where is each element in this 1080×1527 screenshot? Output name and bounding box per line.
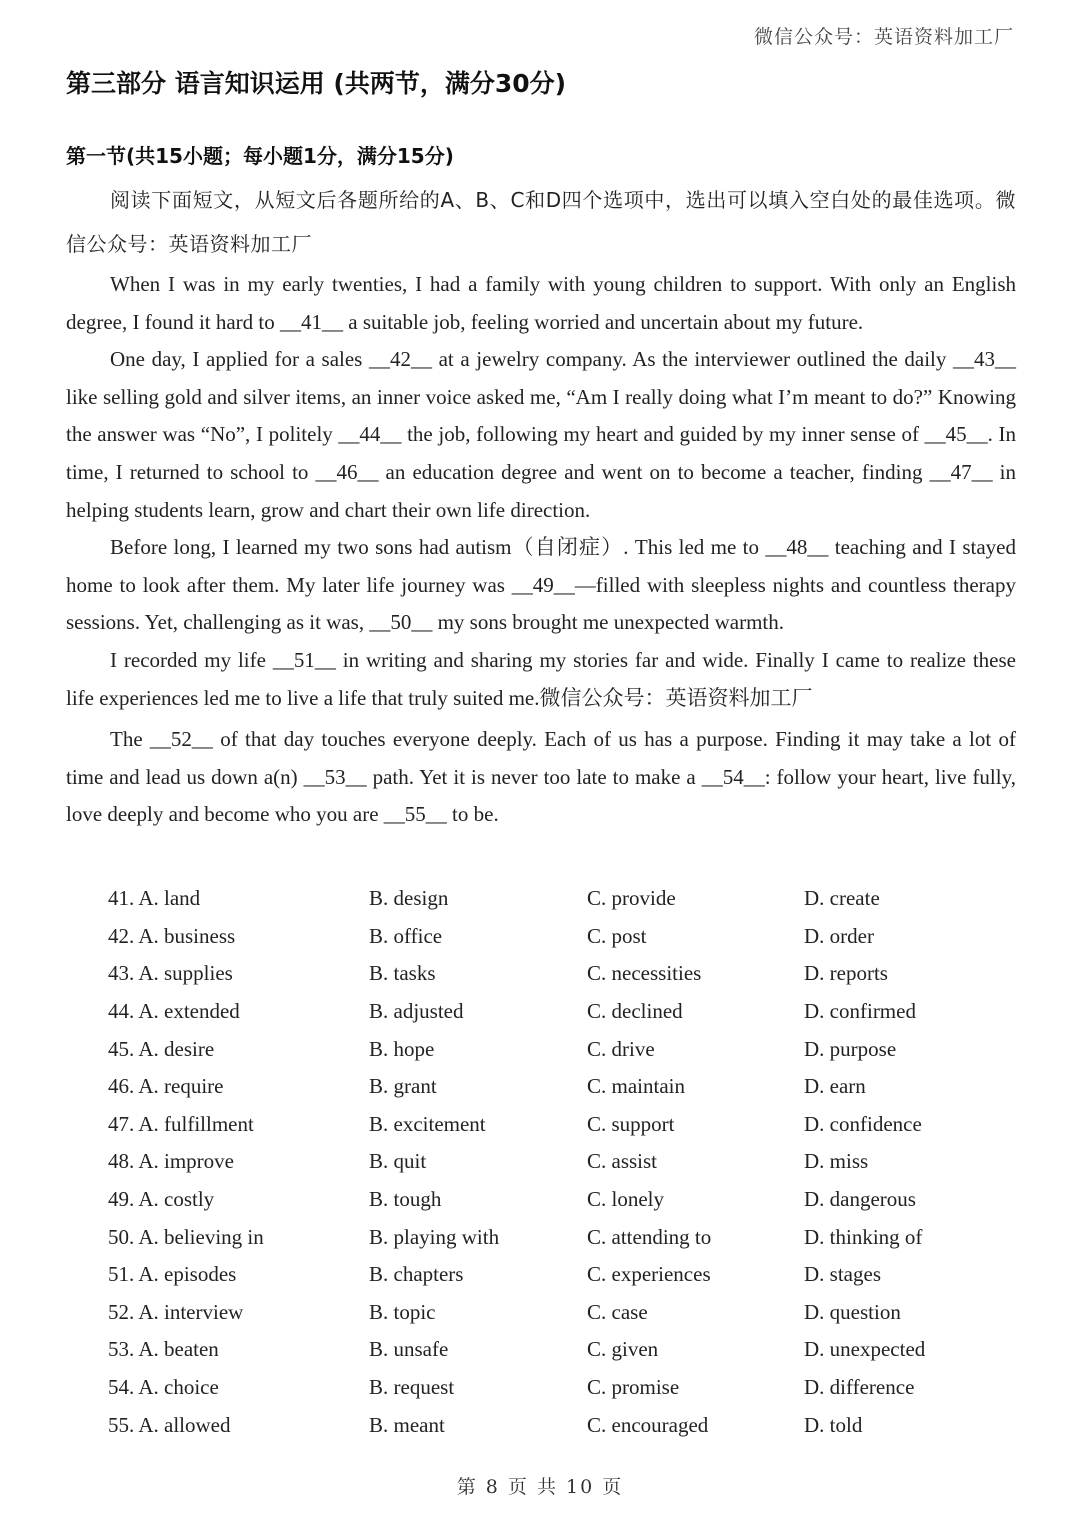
passage-paragraph-2: One day, I applied for a sales __42__ at a jewelry company. As the interviewer outlined the daily __43__ like selling gold and silver items, an inner voice asked me, “Am I really doing what I’m meant to do?” Knowing the answer was “No”, I politely __44__ the job, following my heart and guided by my inner sense of __45__. In time, I returned to school to __46__ an education degree and went on to become a teacher, finding __47__ in helping students learn, grow and chart their own life direction. [66,347,1016,522]
option-d: D. earn [804,1074,866,1099]
option-a: 49. A. costly [108,1187,215,1212]
option-c: C. attending to [587,1224,712,1249]
option-d: D. purpose [804,1036,897,1061]
option-d: D. dangerous [804,1187,916,1212]
option-a: 46. A. require [108,1074,224,1099]
option-d: D. miss [804,1149,869,1174]
section-title: 第三部分 语言知识运用 (共两节，满分30分) [66,69,567,98]
option-c: C. post [587,923,647,948]
question-row [108,1068,1008,1106]
option-b: B. adjusted [369,999,464,1024]
option-c: C. encouraged [587,1412,709,1437]
option-b: B. office [369,923,443,948]
question-row [108,1143,1008,1181]
option-a: 51. A. episodes [108,1262,237,1287]
option-c: C. lonely [587,1187,664,1212]
option-b: B. quit [369,1149,427,1174]
page-footer: 第 8 页 共 10 页 [456,1476,624,1498]
passage-paragraph-5: The __52__ of that day touches everyone deeply. Each of us has a purpose. Finding it may take a lot of time and lead us down a(n) __53__ path. Yet it is never too late to make a __54__: follow your heart, live fully, love deeply and become who you are __55__ to be. [66,727,1016,827]
option-c: C. assist [587,1149,658,1174]
option-a: 41. A. land [108,886,201,911]
option-b: B. chapters [369,1262,464,1287]
option-d: D. unexpected [804,1337,926,1362]
option-b: B. hope [369,1036,435,1061]
option-b: B. topic [369,1299,436,1324]
question-row [108,1369,1008,1407]
option-d: D. thinking of [804,1224,923,1249]
option-c: C. case [587,1299,648,1324]
option-a: 55. A. allowed [108,1412,231,1437]
option-d: D. question [804,1299,901,1324]
option-d: D. stages [804,1262,881,1287]
option-c: C. maintain [587,1074,685,1099]
question-row [108,1406,1008,1444]
option-d: D. difference [804,1375,915,1400]
passage-paragraph-1: When I was in my early twenties, I had a family with young children to support. With only an English degree, I found it hard to __41__ a suitable job, feeling worried and uncertain about my future. [66,272,1016,334]
option-b: B. excitement [369,1111,486,1136]
option-a: 54. A. choice [108,1375,219,1400]
option-a: 45. A. desire [108,1036,215,1061]
option-a: 43. A. supplies [108,961,233,986]
options-list [108,880,1008,1444]
option-c: C. given [587,1337,659,1362]
question-row [108,880,1008,918]
passage-paragraph-4: I recorded my life __51__ in writing and sharing my stories far and wide. Finally I came to realize these life experiences led me to live a life that truly suited me.微信公众号：英语资料加工厂 [66,647,1016,710]
option-b: B. playing with [369,1224,500,1249]
option-b: B. grant [369,1074,437,1099]
option-c: C. promise [587,1375,680,1400]
option-d: D. confirmed [804,999,916,1024]
option-a: 48. A. improve [108,1149,234,1174]
option-d: D. reports [804,961,888,986]
option-b: B. meant [369,1412,445,1437]
question-row [108,1331,1008,1369]
option-a: 52. A. interview [108,1299,244,1324]
subsection-title: 第一节(共15小题；每小题1分，满分15分) [66,144,454,168]
passage-paragraph-3: Before long, I learned my two sons had autism（自闭症）. This led me to __48__ teaching and I stayed home to look after them. My later life journey was __49__—filled with sleepless nights and countless therapy sessions. Yet, challenging as it was, __50__ my sons brought me unexpected warmth. [66,535,1016,635]
question-row [108,1294,1008,1332]
option-d: D. told [804,1412,863,1437]
option-c: C. necessities [587,961,702,986]
option-d: D. create [804,886,880,911]
question-row [108,1181,1008,1219]
option-c: C. experiences [587,1262,711,1287]
option-c: C. support [587,1111,675,1136]
option-b: B. unsafe [369,1337,449,1362]
question-row [108,993,1008,1031]
instruction-text: 阅读下面短文，从短文后各题所给的A、B、C和D四个选项中，选出可以填入空白处的最佳选项。微信公众号：英语资料加工厂 [66,188,1016,256]
question-row [108,1218,1008,1256]
question-row [108,1106,1008,1144]
question-row [108,1030,1008,1068]
watermark-header: 微信公众号：英语资料加工厂 [753,26,1014,48]
option-d: D. confidence [804,1111,922,1136]
option-c: C. drive [587,1036,655,1061]
question-row [108,1256,1008,1294]
option-b: B. tasks [369,961,436,986]
option-c: C. provide [587,886,676,911]
option-a: 53. A. beaten [108,1337,219,1362]
option-a: 50. A. believing in [108,1224,264,1249]
question-row [108,918,1008,956]
passage [66,178,1016,834]
option-c: C. declined [587,999,683,1024]
option-a: 44. A. extended [108,999,240,1024]
option-d: D. order [804,923,874,948]
option-a: 47. A. fulfillment [108,1111,254,1136]
option-a: 42. A. business [108,923,236,948]
option-b: B. request [369,1375,455,1400]
question-row [108,955,1008,993]
option-b: B. tough [369,1187,442,1212]
option-b: B. design [369,886,449,911]
